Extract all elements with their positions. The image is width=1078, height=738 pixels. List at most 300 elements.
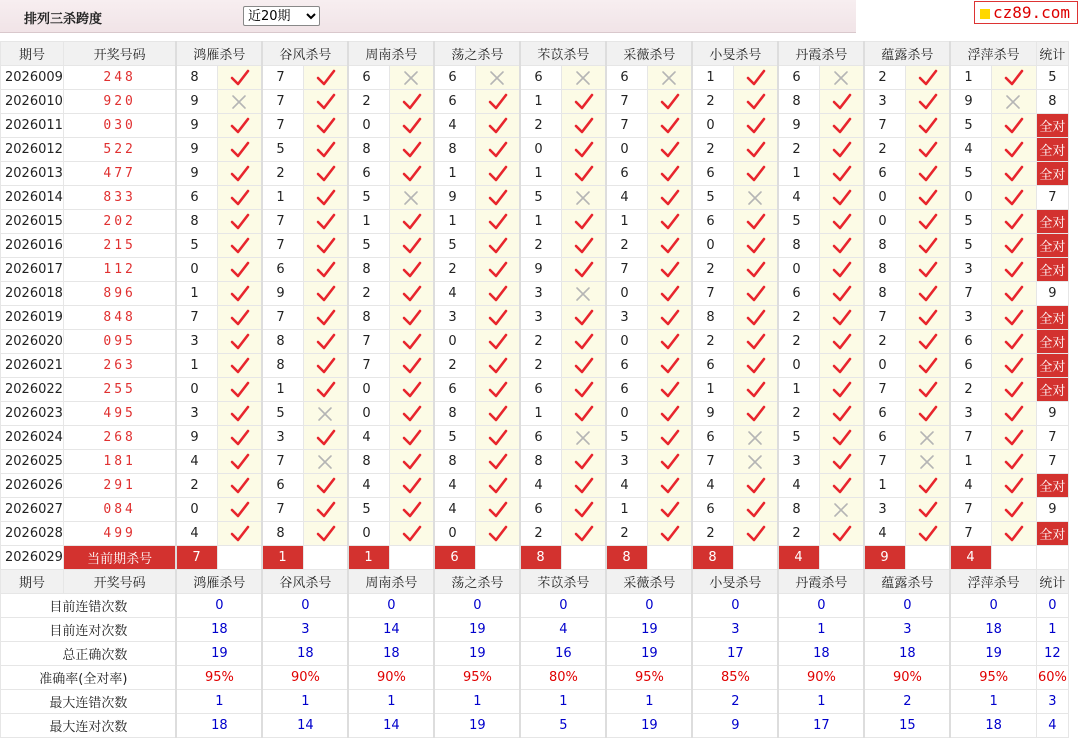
kill-value-cell: 6 <box>434 66 475 90</box>
check-icon <box>316 333 336 351</box>
check-icon <box>402 165 422 183</box>
check-icon <box>918 381 938 399</box>
kill-value-cell: 7 <box>950 498 991 522</box>
col-stat-header: 统计 <box>1036 570 1068 594</box>
col-stat-header: 统计 <box>1036 42 1068 66</box>
result-correct-cell <box>905 378 950 402</box>
result-correct-cell <box>733 162 778 186</box>
kill-value-cell: 3 <box>262 426 303 450</box>
result-correct-cell <box>733 474 778 498</box>
summary-value: 0 <box>176 594 262 618</box>
kill-value-cell: 7 <box>262 306 303 330</box>
kill-value-cell: 7 <box>950 522 991 546</box>
result-correct-cell <box>475 450 520 474</box>
result-correct-cell <box>303 378 348 402</box>
summary-value: 19 <box>606 618 692 642</box>
kill-value-cell: 3 <box>520 306 561 330</box>
summary-value: 2 <box>692 690 778 714</box>
result-correct-cell <box>303 234 348 258</box>
current-kill-empty <box>217 546 262 570</box>
kill-value-cell: 0 <box>348 114 389 138</box>
summary-value: 14 <box>348 714 434 738</box>
check-icon <box>402 261 422 279</box>
check-icon <box>746 117 766 135</box>
range-select[interactable] <box>243 6 320 26</box>
check-icon <box>832 165 852 183</box>
check-icon <box>1004 213 1024 231</box>
kill-value-cell: 6 <box>520 426 561 450</box>
check-icon <box>832 93 852 111</box>
result-correct-cell <box>733 90 778 114</box>
period-cell: 2026024 <box>1 426 64 450</box>
result-correct-cell <box>561 330 606 354</box>
stat-cell: 全对 <box>1036 474 1068 498</box>
kill-value-cell: 5 <box>778 210 819 234</box>
result-correct-cell <box>905 162 950 186</box>
kill-value-cell: 8 <box>348 306 389 330</box>
check-icon <box>402 357 422 375</box>
check-icon <box>488 261 508 279</box>
kill-value-cell: 1 <box>692 378 733 402</box>
result-correct-cell <box>991 66 1036 90</box>
kill-value-cell: 7 <box>262 210 303 234</box>
result-correct-cell <box>217 282 262 306</box>
kill-number-table <box>0 41 1069 738</box>
table-row <box>1 162 1069 186</box>
kill-value-cell: 7 <box>262 450 303 474</box>
stat-cell: 5 <box>1036 66 1068 90</box>
kill-value-cell: 6 <box>520 378 561 402</box>
check-icon <box>1004 357 1024 375</box>
check-icon <box>660 381 680 399</box>
check-icon <box>832 357 852 375</box>
kill-value-cell: 2 <box>864 66 905 90</box>
check-icon <box>918 501 938 519</box>
period-cell: 2026019 <box>1 306 64 330</box>
cross-icon <box>746 453 766 471</box>
kill-value-cell: 0 <box>692 114 733 138</box>
summary-value: 3 <box>864 618 950 642</box>
check-icon <box>488 285 508 303</box>
check-icon <box>488 189 508 207</box>
kill-value-cell: 6 <box>606 66 647 90</box>
result-correct-cell <box>475 234 520 258</box>
cross-icon <box>832 69 852 87</box>
check-icon <box>488 165 508 183</box>
kill-value-cell: 2 <box>692 258 733 282</box>
kill-value-cell: 5 <box>434 234 475 258</box>
kill-value-cell: 5 <box>950 162 991 186</box>
current-kill-empty <box>647 546 692 570</box>
check-icon <box>574 141 594 159</box>
summary-value: 19 <box>434 714 520 738</box>
summary-value: 19 <box>606 642 692 666</box>
kill-value-cell: 7 <box>348 354 389 378</box>
kill-value-cell: 4 <box>606 474 647 498</box>
summary-row <box>1 714 1069 738</box>
summary-value: 95% <box>606 666 692 690</box>
summary-label: 准确率(全对率) <box>1 666 177 690</box>
kill-value-cell: 9 <box>176 90 217 114</box>
kill-value-cell: 0 <box>692 234 733 258</box>
result-wrong-cell <box>561 426 606 450</box>
result-correct-cell <box>561 378 606 402</box>
result-correct-cell <box>991 234 1036 258</box>
kill-value-cell: 3 <box>606 306 647 330</box>
stat-cell: 全对 <box>1036 306 1068 330</box>
kill-value-cell: 9 <box>176 138 217 162</box>
check-icon <box>402 477 422 495</box>
stat-cell: 全对 <box>1036 234 1068 258</box>
check-icon <box>402 405 422 423</box>
kill-value-cell: 1 <box>778 378 819 402</box>
result-correct-cell <box>389 330 434 354</box>
draw-number-cell: 095 <box>63 330 176 354</box>
kill-value-cell: 2 <box>778 522 819 546</box>
result-correct-cell <box>819 210 864 234</box>
check-icon <box>316 309 336 327</box>
kill-value-cell: 6 <box>864 426 905 450</box>
kill-value-cell: 6 <box>864 402 905 426</box>
result-correct-cell <box>647 210 692 234</box>
table-row <box>1 522 1069 546</box>
stat-cell: 全对 <box>1036 138 1068 162</box>
summary-value: 90% <box>864 666 950 690</box>
result-correct-cell <box>905 114 950 138</box>
result-correct-cell <box>475 90 520 114</box>
kill-value-cell: 2 <box>434 258 475 282</box>
check-icon <box>574 525 594 543</box>
cross-icon <box>574 189 594 207</box>
kill-value-cell: 4 <box>606 186 647 210</box>
result-correct-cell <box>647 90 692 114</box>
summary-value: 1 <box>348 690 434 714</box>
result-correct-cell <box>561 162 606 186</box>
result-correct-cell <box>389 138 434 162</box>
result-correct-cell <box>217 354 262 378</box>
cross-icon <box>918 429 938 447</box>
summary-stat: 12 <box>1036 642 1068 666</box>
period-cell: 2026013 <box>1 162 64 186</box>
kill-value-cell: 9 <box>950 90 991 114</box>
kill-value-cell: 8 <box>262 354 303 378</box>
draw-number-cell: 202 <box>63 210 176 234</box>
result-correct-cell <box>389 162 434 186</box>
result-correct-cell <box>905 474 950 498</box>
site-logo[interactable] <box>974 1 1078 24</box>
kill-value-cell: 6 <box>262 258 303 282</box>
kill-value-cell: 2 <box>778 138 819 162</box>
current-kill-empty <box>475 546 520 570</box>
result-wrong-cell <box>389 186 434 210</box>
kill-value-cell: 2 <box>520 330 561 354</box>
result-wrong-cell <box>905 426 950 450</box>
summary-row <box>1 642 1069 666</box>
result-correct-cell <box>389 402 434 426</box>
result-correct-cell <box>303 474 348 498</box>
kill-value-cell: 1 <box>176 282 217 306</box>
check-icon <box>918 165 938 183</box>
period-cell: 2026017 <box>1 258 64 282</box>
stat-cell: 全对 <box>1036 378 1068 402</box>
summary-value: 90% <box>778 666 864 690</box>
result-correct-cell <box>389 498 434 522</box>
check-icon <box>316 285 336 303</box>
summary-value: 1 <box>262 690 348 714</box>
summary-value: 95% <box>434 666 520 690</box>
current-kill-empty <box>303 546 348 570</box>
result-correct-cell <box>303 66 348 90</box>
summary-value: 0 <box>950 594 1036 618</box>
result-correct-cell <box>303 258 348 282</box>
check-icon <box>230 213 250 231</box>
kill-value-cell: 8 <box>864 282 905 306</box>
check-icon <box>918 405 938 423</box>
kill-value-cell: 3 <box>176 402 217 426</box>
current-kill-value: 1 <box>262 546 303 570</box>
check-icon <box>832 405 852 423</box>
result-correct-cell <box>217 210 262 234</box>
check-icon <box>402 525 422 543</box>
result-correct-cell <box>991 186 1036 210</box>
result-wrong-cell <box>905 450 950 474</box>
table-row <box>1 66 1069 90</box>
summary-value: 17 <box>692 642 778 666</box>
check-icon <box>230 405 250 423</box>
current-period-cell: 2026029 <box>1 546 64 570</box>
kill-value-cell: 2 <box>434 354 475 378</box>
check-icon <box>316 237 336 255</box>
kill-value-cell: 5 <box>950 234 991 258</box>
kill-value-cell: 7 <box>606 114 647 138</box>
current-kill-value: 8 <box>692 546 733 570</box>
current-kill-value: 8 <box>520 546 561 570</box>
result-wrong-cell <box>733 450 778 474</box>
table-row <box>1 114 1069 138</box>
check-icon <box>1004 261 1024 279</box>
check-icon <box>230 69 250 87</box>
check-icon <box>660 93 680 111</box>
check-icon <box>402 309 422 327</box>
kill-value-cell: 6 <box>778 282 819 306</box>
result-correct-cell <box>819 378 864 402</box>
summary-value: 95% <box>176 666 262 690</box>
kill-value-cell: 8 <box>348 450 389 474</box>
check-icon <box>832 453 852 471</box>
result-correct-cell <box>475 186 520 210</box>
check-icon <box>918 69 938 87</box>
result-wrong-cell <box>303 450 348 474</box>
result-correct-cell <box>733 282 778 306</box>
kill-value-cell: 0 <box>950 186 991 210</box>
current-period-row <box>1 546 1069 570</box>
result-correct-cell <box>819 90 864 114</box>
result-correct-cell <box>475 474 520 498</box>
kill-value-cell: 1 <box>348 210 389 234</box>
check-icon <box>918 261 938 279</box>
table-row <box>1 210 1069 234</box>
result-correct-cell <box>991 402 1036 426</box>
summary-value: 3 <box>262 618 348 642</box>
period-cell: 2026026 <box>1 474 64 498</box>
check-icon <box>488 333 508 351</box>
check-icon <box>488 477 508 495</box>
result-correct-cell <box>475 402 520 426</box>
result-correct-cell <box>819 474 864 498</box>
result-correct-cell <box>561 210 606 234</box>
kill-value-cell: 6 <box>692 426 733 450</box>
kill-value-cell: 1 <box>176 354 217 378</box>
check-icon <box>230 165 250 183</box>
draw-number-cell: 030 <box>63 114 176 138</box>
result-correct-cell <box>733 378 778 402</box>
result-correct-cell <box>475 138 520 162</box>
stat-cell: 全对 <box>1036 114 1068 138</box>
result-correct-cell <box>991 138 1036 162</box>
check-icon <box>402 381 422 399</box>
result-correct-cell <box>647 258 692 282</box>
current-kill-value: 1 <box>348 546 389 570</box>
summary-value: 18 <box>348 642 434 666</box>
period-cell: 2026016 <box>1 234 64 258</box>
check-icon <box>1004 189 1024 207</box>
result-correct-cell <box>561 498 606 522</box>
col-expert-header: 芣苡杀号 <box>520 42 606 66</box>
check-icon <box>660 501 680 519</box>
summary-value: 1 <box>778 618 864 642</box>
check-icon <box>316 429 336 447</box>
check-icon <box>488 381 508 399</box>
result-correct-cell <box>991 498 1036 522</box>
result-correct-cell <box>303 138 348 162</box>
draw-number-cell: 522 <box>63 138 176 162</box>
kill-value-cell: 5 <box>176 234 217 258</box>
kill-value-cell: 5 <box>778 426 819 450</box>
summary-stat: 0 <box>1036 594 1068 618</box>
kill-value-cell: 0 <box>434 522 475 546</box>
summary-value: 90% <box>348 666 434 690</box>
result-correct-cell <box>819 402 864 426</box>
kill-value-cell: 8 <box>864 258 905 282</box>
draw-number-cell: 896 <box>63 282 176 306</box>
result-correct-cell <box>475 258 520 282</box>
draw-number-cell: 268 <box>63 426 176 450</box>
kill-value-cell: 8 <box>778 234 819 258</box>
summary-value: 2 <box>864 690 950 714</box>
result-correct-cell <box>991 354 1036 378</box>
period-cell: 2026009 <box>1 66 64 90</box>
table-row <box>1 258 1069 282</box>
check-icon <box>660 165 680 183</box>
summary-row <box>1 666 1069 690</box>
stat-cell: 8 <box>1036 90 1068 114</box>
top-bar <box>0 0 856 33</box>
kill-value-cell: 7 <box>950 426 991 450</box>
col-expert-header: 芣苡杀号 <box>520 570 606 594</box>
result-correct-cell <box>733 330 778 354</box>
check-icon <box>746 285 766 303</box>
kill-value-cell: 7 <box>864 114 905 138</box>
table-row <box>1 234 1069 258</box>
current-kill-empty <box>561 546 606 570</box>
result-correct-cell <box>733 522 778 546</box>
table-row <box>1 306 1069 330</box>
check-icon <box>832 261 852 279</box>
result-correct-cell <box>905 90 950 114</box>
check-icon <box>746 357 766 375</box>
cross-icon <box>316 405 336 423</box>
check-icon <box>746 405 766 423</box>
result-wrong-cell <box>561 282 606 306</box>
cross-icon <box>918 453 938 471</box>
current-kill-empty <box>905 546 950 570</box>
check-icon <box>574 333 594 351</box>
result-correct-cell <box>561 306 606 330</box>
kill-value-cell: 0 <box>606 138 647 162</box>
summary-value: 18 <box>176 618 262 642</box>
kill-value-cell: 1 <box>864 474 905 498</box>
col-expert-header: 荡之杀号 <box>434 42 520 66</box>
kill-value-cell: 6 <box>434 90 475 114</box>
period-cell: 2026011 <box>1 114 64 138</box>
check-icon <box>660 309 680 327</box>
check-icon <box>832 525 852 543</box>
kill-value-cell: 1 <box>950 66 991 90</box>
check-icon <box>832 117 852 135</box>
summary-value: 1 <box>434 690 520 714</box>
kill-value-cell: 6 <box>692 162 733 186</box>
check-icon <box>316 69 336 87</box>
check-icon <box>660 477 680 495</box>
check-icon <box>918 93 938 111</box>
col-expert-header: 采薇杀号 <box>606 570 692 594</box>
kill-value-cell: 7 <box>262 114 303 138</box>
check-icon <box>316 93 336 111</box>
kill-value-cell: 7 <box>692 282 733 306</box>
summary-value: 1 <box>778 690 864 714</box>
check-icon <box>1004 237 1024 255</box>
result-correct-cell <box>475 426 520 450</box>
kill-value-cell: 7 <box>262 90 303 114</box>
result-wrong-cell <box>991 90 1036 114</box>
summary-value: 90% <box>262 666 348 690</box>
kill-value-cell: 5 <box>950 114 991 138</box>
kill-value-cell: 5 <box>262 402 303 426</box>
kill-value-cell: 2 <box>348 90 389 114</box>
check-icon <box>746 165 766 183</box>
result-correct-cell <box>217 450 262 474</box>
check-icon <box>488 93 508 111</box>
check-icon <box>918 357 938 375</box>
kill-value-cell: 6 <box>864 162 905 186</box>
draw-number-cell: 255 <box>63 378 176 402</box>
result-correct-cell <box>991 306 1036 330</box>
check-icon <box>230 237 250 255</box>
check-icon <box>316 213 336 231</box>
result-correct-cell <box>905 282 950 306</box>
summary-row <box>1 618 1069 642</box>
table-row <box>1 378 1069 402</box>
period-cell: 2026015 <box>1 210 64 234</box>
check-icon <box>230 285 250 303</box>
check-icon <box>1004 453 1024 471</box>
check-icon <box>918 477 938 495</box>
col-expert-header: 采薇杀号 <box>606 42 692 66</box>
kill-value-cell: 6 <box>520 498 561 522</box>
summary-value: 0 <box>348 594 434 618</box>
result-correct-cell <box>819 114 864 138</box>
check-icon <box>1004 405 1024 423</box>
